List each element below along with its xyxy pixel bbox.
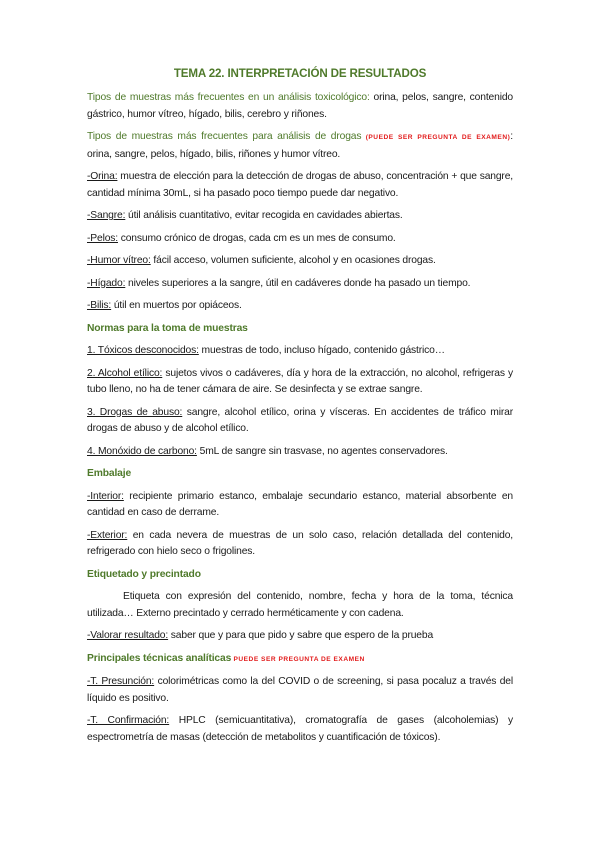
norma-text: muestras de todo, incluso hígado, contenido gástrico… [198,345,445,356]
sample-text: útil análisis cuantitativo, evitar recogida en cavidades abiertas. [125,210,403,221]
sample-term: -Humor vítreo: [87,255,151,266]
sample-text: consumo crónico de drogas, cada cm es un mes de consumo. [118,232,396,244]
intro-paragraph-drugs [87,129,513,163]
norma-text: sangre, alcohol etílico, orina y vísceras. En accidentes de tráfico mirar drogas de abuso y de alcohol etílico. [87,406,513,434]
embalaje-text: en cada nevera de muestras de un solo caso, relación detallada del contenido, refrigerado con hielo seco o frigolines. [87,529,513,557]
exam-note: PUEDE SER PREGUNTA DE EXAMEN [231,655,365,663]
tecnica-text: HPLC (semicuantitativa), cromatografía de gases (alcoholemias) y espectrometría de masas (detección de metabolitos y cuantificación de tóxicos). [87,715,513,743]
sample-term: -Orina: [87,171,118,182]
valorar-text: saber que y para que pido y sabre que espero de la prueba [168,630,434,641]
intro-text: orina, sangre, pelos, hígado, bilis, riñones y humor vítreo. [87,148,341,160]
sample-term: -Hígado: [87,277,126,289]
sample-text: fácil acceso, volumen suficiente, alcohol y en ocasiones drogas. [150,255,436,266]
intro-colon: : [510,131,513,142]
intro-paragraph-analysis [87,90,513,123]
etiquetado-paragraph: Etiqueta con expresión del contenido, nombre, fecha y hora de la toma, técnica utilizada… Externo precintado y cerrado herméticamente y con cadena. [87,591,513,619]
norma-item [87,444,513,461]
tecnica-term: -T. Confirmación: [87,715,170,726]
valorar-item [87,628,513,645]
sample-item [87,208,513,225]
sample-item [87,298,513,315]
sample-text: útil en muertos por opiáceos. [111,300,242,311]
tecnicas-heading-text: Principales técnicas analíticas [87,652,232,664]
norma-term: 4. Monóxido de carbono: [87,445,197,457]
sample-term: -Sangre: [87,210,126,221]
embalaje-item [87,528,513,561]
tecnica-item [87,713,513,746]
embalaje-text: recipiente primario estanco, embalaje secundario estanco, material absorbente en cantidad en caso de derrame. [87,490,513,518]
exam-note: (PUEDE SER PREGUNTA DE EXAMEN) [361,134,511,141]
norma-term: 1. Tóxicos desconocidos: [87,345,199,356]
sample-item [87,231,513,248]
norma-text: sujetos vivos o cadáveres, día y hora de la extracción, no alcohol, refrigeras y tubo lleno, no ha de tener cámara de aire. Se desinfecta y se extrae sangre. [87,367,513,395]
embalaje-term: -Interior: [87,490,124,502]
valorar-term: -Valorar resultado: [87,630,169,641]
embalaje-term: -Exterior: [87,529,128,541]
intro-text: orina, pelos, sangre, contenido gástrico, humor vítreo, hígado, bilis, cerebro y riñones. [87,92,513,120]
norma-term: 3. Drogas de abuso: [87,406,183,418]
tecnica-item [87,674,513,707]
tecnica-text: colorimétricas como la del COVID o de screening, si pasa pocaluz a través del líquido es positivo. [87,676,513,704]
norma-item [87,366,513,399]
sample-item [87,253,513,270]
embalaje-item [87,489,513,522]
sample-item [87,169,513,202]
sample-text: muestra de elección para la detección de drogas de abuso, concentración + que sangre, cantidad mínima 30mL, si ha pasado poco tiempo puede dar negativo. [87,171,513,199]
norma-term: 2. Alcohol etílico: [87,367,163,379]
intro-lead: Tipos de muestras más frecuentes en un análisis toxicológico: [87,92,370,103]
sample-item [87,276,513,293]
sample-term: -Pelos: [87,232,118,244]
sample-text: niveles superiores a la sangre, útil en cadáveres donde ha pasado un tiempo. [125,277,471,289]
tecnica-term: -T. Presunción: [87,676,155,687]
norma-item [87,343,513,360]
section-heading-normas: Normas para la toma de muestras [87,322,248,334]
section-heading-embalaje: Embalaje [87,468,132,479]
sample-term: -Bilis: [87,300,112,311]
norma-text: 5mL de sangre sin trasvase, no agentes conservadores. [196,445,448,457]
section-heading-tecnicas [87,651,513,669]
norma-item [87,405,513,438]
document-body [87,66,513,752]
section-heading-etiquetado: Etiquetado y precintado [87,568,201,580]
page-title: TEMA 22. INTERPRETACIÓN DE RESULTADOS [173,67,427,80]
intro-lead: Tipos de muestras más frecuentes para análisis de drogas [87,131,362,142]
